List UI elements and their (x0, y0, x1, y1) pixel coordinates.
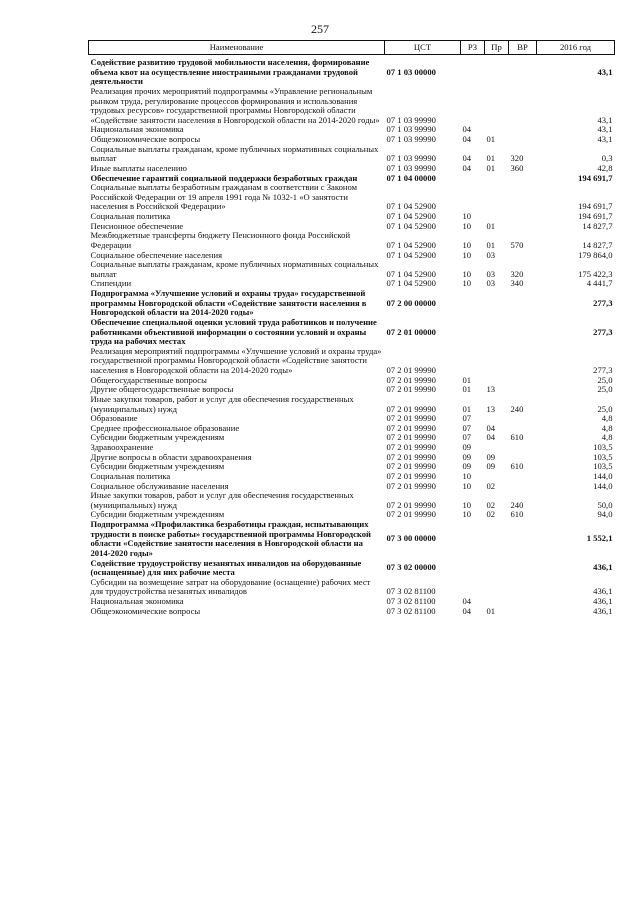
row-rz: 04 (462, 605, 472, 616)
header-vr: ВР (509, 41, 537, 55)
row-amount: 14 827,7 (582, 220, 613, 231)
row-rz: 04 (462, 134, 472, 144)
row-name: Обеспечение специальной оценки условий труда работников и получение работниками объективной информации о состоянии условий и охраны труда на рабочих местах (90, 316, 377, 347)
row-code: 07 1 03 99990 (386, 162, 436, 173)
table-row (89, 183, 615, 212)
table-row (89, 520, 615, 559)
row-code: 07 1 04 52900 (386, 211, 436, 221)
row-pr: 01 (486, 239, 496, 250)
table-row (89, 491, 615, 510)
row-rz: 10 (462, 499, 472, 510)
row-amount: 25,0 (597, 374, 613, 385)
row-amount: 103,5 (593, 451, 613, 462)
row-pr: 03 (486, 278, 496, 289)
row-name: Национальная экономика (90, 124, 184, 135)
row-code: 07 3 02 81100 (386, 586, 436, 597)
row-name: Обеспечение гарантий социальной поддержки безработных граждан (90, 172, 358, 183)
table-row (89, 607, 615, 617)
row-amount: 144,0 (593, 470, 613, 481)
row-amount: 277,3 (593, 297, 613, 308)
header-name: Наименование (89, 41, 385, 55)
row-pr: 01 (486, 153, 496, 164)
row-rz: 10 (462, 278, 472, 289)
row-amount: 4,8 (601, 413, 613, 424)
row-code: 07 1 04 52900 (386, 249, 436, 260)
row-code: 07 2 01 99990 (386, 451, 436, 462)
row-rz: 10 (462, 249, 472, 260)
row-amount: 25,0 (597, 403, 613, 414)
row-rz: 04 (462, 596, 472, 606)
row-pr: 02 (486, 499, 496, 510)
row-pr (485, 347, 509, 376)
row-pr: 01 (486, 220, 496, 231)
row-vr: 610 (510, 432, 524, 443)
row-amount: 436,1 (593, 562, 613, 573)
row-amount: 436,1 (593, 586, 613, 597)
row-code: 07 1 03 99990 (386, 134, 436, 144)
row-name: Общеэкономические вопросы (90, 134, 201, 144)
row-vr: 240 (510, 403, 524, 414)
row-code: 07 3 02 81100 (386, 596, 436, 606)
row-code: 07 2 01 99990 (386, 374, 436, 385)
header-amount: 2016 год (537, 41, 615, 55)
row-vr (509, 135, 537, 145)
row-vr: 340 (510, 278, 524, 289)
table-row (89, 231, 615, 250)
row-name: Подпрограмма «Улучшение условий и охраны труда» государственной программы Новгородской области «Содействие занятости населения в Новгородской области на 2014-2020 годы» (90, 288, 367, 318)
table-row (89, 559, 615, 578)
row-rz: 09 (462, 451, 472, 462)
row-rz: 07 (462, 413, 472, 424)
row-amount: 0,3 (601, 153, 613, 164)
header-rz: РЗ (461, 41, 485, 55)
row-pr: 09 (486, 461, 496, 472)
row-code: 07 2 01 00000 (386, 326, 436, 337)
row-pr: 04 (486, 432, 496, 443)
table-row (89, 289, 615, 318)
row-rz (461, 559, 485, 578)
row-pr (485, 578, 509, 597)
row-rz (461, 318, 485, 347)
row-rz (461, 183, 485, 212)
row-vr: 360 (510, 162, 524, 173)
table-row (89, 87, 615, 126)
row-code: 07 2 01 99990 (386, 461, 436, 472)
row-rz: 01 (462, 384, 472, 395)
table-row (89, 433, 615, 443)
row-rz: 10 (462, 509, 472, 520)
row-vr (509, 520, 537, 559)
row-code: 07 1 04 52900 (386, 201, 436, 212)
page-number: 257 (311, 22, 329, 36)
row-pr: 01 (486, 134, 496, 144)
row-code: 07 1 03 99990 (386, 124, 436, 135)
row-vr (509, 174, 537, 184)
row-vr: 320 (510, 268, 524, 279)
row-name: Субсидии бюджетным учреждениям (90, 432, 225, 443)
row-rz (461, 520, 485, 559)
row-name: Иные закупки товаров, работ и услуг для обеспечения государственных (муниципальных) нужд (90, 393, 354, 414)
row-vr (509, 385, 537, 395)
row-amount: 43,1 (597, 114, 613, 125)
table-row (89, 578, 615, 597)
row-name: Субсидии на возмещение затрат на оборудование (оснащение) рабочих мест для трудоустройства незанятых инвалидов (90, 576, 371, 597)
row-rz: 04 (462, 162, 472, 173)
row-amount: 1 552,1 (586, 533, 613, 544)
row-vr (509, 607, 537, 617)
row-vr: 610 (510, 509, 524, 520)
table-header-row (89, 41, 615, 55)
row-code: 07 3 02 81100 (386, 605, 436, 616)
row-amount: 50,0 (597, 499, 613, 510)
row-rz: 04 (462, 124, 472, 135)
row-name: Подпрограмма «Профилактика безработицы граждан, испытывающих трудности в поиске работы» государственной программы Новгородской области «Содействие занятости населения в Новгородской области на 2014-2020 годы» (90, 519, 371, 558)
row-rz: 01 (462, 403, 472, 414)
row-code: 07 2 01 99990 (386, 365, 436, 375)
row-pr: 02 (486, 509, 496, 520)
row-pr: 09 (486, 451, 496, 462)
row-name: Здравоохранение (90, 442, 154, 452)
row-rz: 07 (462, 422, 472, 433)
row-amount: 43,1 (597, 66, 613, 77)
row-pr: 02 (486, 480, 496, 491)
row-code: 07 2 00 00000 (386, 297, 436, 308)
row-rz (461, 55, 485, 87)
row-pr (485, 183, 509, 212)
row-name: Социальные выплаты безработным гражданам в соответствии с Законом Российской Федерации от 19 апреля 1991 года № 1032-1 «О занятости населения в Российской Федерации» (90, 182, 358, 212)
header-pr: Пр (485, 41, 509, 55)
row-vr: 570 (510, 239, 524, 250)
row-name: Стипендии (90, 278, 132, 289)
row-pr (485, 289, 509, 318)
row-code: 07 2 01 99990 (386, 470, 436, 481)
row-rz: 10 (462, 220, 472, 231)
row-vr: 610 (510, 461, 524, 472)
row-vr (509, 472, 537, 482)
table-row (89, 395, 615, 414)
row-name: Социальное обслуживание населения (90, 480, 229, 491)
row-rz (461, 578, 485, 597)
row-name: Иные выплаты населению (90, 162, 187, 173)
row-vr: 320 (510, 153, 524, 164)
row-amount: 175 422,3 (578, 268, 613, 279)
row-code: 07 1 03 00000 (386, 66, 436, 77)
row-amount: 42,8 (597, 162, 613, 173)
row-name: Субсидии бюджетным учреждениям (90, 461, 225, 472)
row-name: Социальная политика (90, 470, 171, 481)
row-code: 07 2 01 99990 (386, 384, 436, 395)
row-code: 07 1 03 99990 (386, 153, 436, 164)
row-name: Пенсионное обеспечение (90, 220, 184, 231)
row-vr (509, 347, 537, 376)
row-rz: 10 (462, 480, 472, 491)
row-name: Социальные выплаты гражданам, кроме публичных нормативных социальных выплат (90, 259, 379, 279)
row-vr (509, 251, 537, 261)
row-name: Межбюджетные трансферты бюджету Пенсионного фонда Российской Федерации (90, 230, 351, 250)
row-amount: 94,0 (597, 509, 613, 520)
row-amount: 25,0 (597, 384, 613, 395)
row-pr: 13 (486, 403, 496, 414)
row-vr (509, 87, 537, 126)
row-code: 07 2 01 99990 (386, 403, 436, 414)
row-amount: 4 441,7 (586, 278, 613, 289)
row-name: Общегосударственные вопросы (90, 374, 207, 385)
row-pr: 13 (486, 384, 496, 395)
row-vr (509, 443, 537, 453)
row-vr (509, 183, 537, 212)
row-pr (485, 174, 509, 184)
row-amount: 277,3 (593, 365, 613, 375)
row-rz (461, 347, 485, 376)
row-pr (485, 87, 509, 126)
row-code: 07 1 04 52900 (386, 220, 436, 231)
row-name: Социальная политика (90, 211, 171, 221)
row-name: Реализация мероприятий подпрограммы «Улучшение условий и охраны труда» государственной программы Новгородской области «Содействие занятости населения в Новгородской области на 2014-2020 годы» (90, 345, 382, 375)
row-code: 07 2 01 99990 (386, 413, 436, 424)
row-vr (509, 597, 537, 607)
row-rz: 09 (462, 461, 472, 472)
row-rz (461, 174, 485, 184)
row-pr (485, 520, 509, 559)
row-amount: 179 864,0 (578, 249, 613, 260)
row-amount: 144,0 (593, 480, 613, 491)
row-code: 07 2 01 99990 (386, 509, 436, 520)
budget-table (88, 40, 615, 616)
header-code: ЦСТ (385, 41, 461, 55)
row-code: 07 1 04 52900 (386, 278, 436, 289)
row-name: Образование (90, 413, 138, 424)
row-code: 07 2 01 99990 (386, 442, 436, 452)
row-code: 07 1 03 99990 (386, 114, 436, 125)
row-name: Содействие развитию трудовой мобильности населения, формирование объема квот на осуществление иностранными гражданами трудовой деятельности (90, 57, 370, 87)
row-amount: 43,1 (597, 134, 613, 144)
row-pr (485, 55, 509, 87)
row-pr: 03 (486, 249, 496, 260)
row-amount: 277,3 (593, 326, 613, 337)
row-vr (509, 414, 537, 424)
row-code: 07 2 01 99990 (386, 422, 436, 433)
row-amount: 194 691,7 (578, 201, 613, 212)
row-vr (509, 125, 537, 135)
row-amount: 14 827,7 (582, 239, 613, 250)
row-amount: 194 691,7 (578, 211, 613, 221)
row-rz: 04 (462, 153, 472, 164)
row-name: Иные закупки товаров, работ и услуг для обеспечения государственных (муниципальных) нужд (90, 490, 354, 510)
row-pr: 01 (486, 162, 496, 173)
row-code: 07 1 04 52900 (386, 239, 436, 250)
row-rz: 10 (462, 470, 472, 481)
row-amount: 103,5 (593, 442, 613, 452)
row-name: Национальная экономика (90, 596, 184, 606)
row-rz (461, 87, 485, 126)
row-name: Социальные выплаты гражданам, кроме публичных нормативных социальных выплат (90, 143, 379, 164)
row-amount: 4,8 (601, 422, 613, 433)
row-code: 07 1 04 00000 (386, 172, 436, 183)
row-vr: 240 (510, 499, 524, 510)
row-rz: 10 (462, 211, 472, 221)
row-vr (509, 376, 537, 386)
row-pr (485, 318, 509, 347)
row-rz (461, 289, 485, 318)
row-rz: 07 (462, 432, 472, 443)
row-name: Социальное обеспечение населения (90, 249, 223, 260)
row-vr (509, 212, 537, 222)
row-vr (509, 318, 537, 347)
row-code: 07 2 01 99990 (386, 499, 436, 510)
row-name: Общеэкономические вопросы (90, 605, 201, 616)
row-pr: 03 (486, 268, 496, 279)
row-name: Другие общегосударственные вопросы (90, 384, 234, 395)
row-rz: 01 (462, 374, 472, 385)
row-vr (509, 289, 537, 318)
row-name: Субсидии бюджетным учреждениям (90, 509, 225, 520)
row-rz: 09 (462, 442, 472, 452)
table-row (89, 260, 615, 279)
row-vr (509, 55, 537, 87)
row-vr (509, 559, 537, 578)
row-vr (509, 482, 537, 492)
row-vr (509, 578, 537, 597)
row-rz: 10 (462, 239, 472, 250)
row-amount: 436,1 (593, 605, 613, 616)
row-name: Реализация прочих мероприятий подпрограммы «Управление региональным рынком труда, регулирование процессов формирования и использования трудовых ресурсов» государственной программы Новгородской области «Содействие занятости населения в Новгородской области на 2014-2020 годы» (90, 85, 380, 125)
row-vr (509, 222, 537, 232)
row-code: 07 3 02 00000 (386, 562, 436, 573)
row-name: Среднее профессиональное образование (90, 422, 240, 433)
row-amount: 436,1 (593, 596, 613, 606)
table-row (89, 55, 615, 87)
row-pr: 04 (486, 422, 496, 433)
table-row (89, 347, 615, 376)
row-amount: 194 691,7 (578, 172, 613, 183)
row-code: 07 1 04 52900 (386, 268, 436, 279)
row-rz: 10 (462, 268, 472, 279)
row-amount: 103,5 (593, 461, 613, 472)
table-row (89, 318, 615, 347)
row-pr: 01 (486, 605, 496, 616)
row-code: 07 3 00 00000 (386, 533, 436, 544)
row-code: 07 2 01 99990 (386, 432, 436, 443)
table-row (89, 145, 615, 164)
row-amount: 43,1 (597, 124, 613, 135)
row-code: 07 2 01 99990 (386, 480, 436, 491)
row-pr (485, 559, 509, 578)
row-name: Содействие трудоустройству незанятых инвалидов на оборудованные (оснащенные) для них рабочие места (90, 557, 362, 578)
row-name: Другие вопросы в области здравоохранения (90, 451, 252, 462)
row-amount: 4,8 (601, 432, 613, 443)
